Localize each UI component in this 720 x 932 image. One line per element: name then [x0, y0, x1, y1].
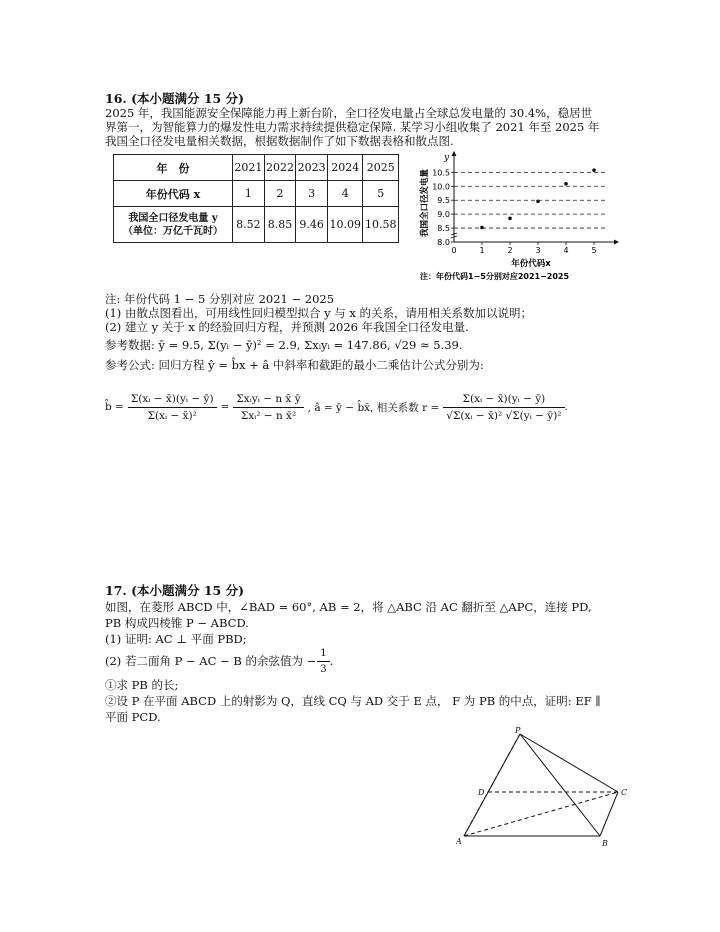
formula-a: , â = ȳ − b̂x̄, 相关系数 r = — [307, 401, 440, 414]
formula-r-den: √Σ(xᵢ − x̄)² √Σ(yᵢ − ȳ)² — [446, 409, 562, 422]
edge-pc — [520, 734, 618, 792]
table-cell-year: 2021 — [233, 155, 265, 181]
q17-part2-end: . — [329, 654, 334, 668]
x-axis-arrow — [614, 240, 619, 245]
table-row-years — [114, 155, 399, 181]
label-p: P — [515, 726, 521, 735]
q17-sub1: ①求 PB 的长; — [105, 678, 179, 692]
table-header-year: 年 份 — [114, 155, 233, 181]
table-cell-year: 2023 — [296, 155, 328, 181]
y-axis-label: 我国全口径发电量 — [420, 168, 430, 238]
x-tick-label: 1 — [479, 246, 485, 255]
q17-part1: (1) 证明: AC ⊥ 平面 PBD; — [105, 632, 247, 646]
y-tick-label: 8.0 — [437, 238, 450, 247]
q17-sub2: ②设 P 在平面 ABCD 上的射影为 Q，直线 CQ 与 AD 交于 E 点， F 为 PB 的中点，证明: EF ∥ — [105, 694, 601, 708]
table-header-value — [114, 207, 233, 243]
formula-b-num2: Σxᵢyᵢ − n x̄ ȳ — [233, 393, 303, 408]
table-cell-code: 5 — [363, 181, 399, 207]
formula-r-frac — [443, 393, 564, 422]
q17-part2 — [105, 648, 333, 674]
table-cell-code: 2 — [264, 181, 296, 207]
edge-pb — [520, 734, 600, 836]
q17-line1: 如图，在菱形 ABCD 中，∠BAD = 60°, AB = 2，将 △ABC 沿 AC 翻折至 △APC，连接 PD, — [105, 600, 592, 614]
y-tick-label: 9.0 — [437, 210, 450, 220]
x-tick-label: 2 — [507, 246, 513, 255]
q17-part2-frac — [317, 648, 329, 675]
q16-intro-line-2: 界第一，为智能算力的爆发性电力需求持续提供稳定保障. 某学习小组收集了 2021 年至 2025 年 — [105, 120, 600, 134]
table-cell-value: 8.52 — [233, 207, 265, 243]
x-tick-label: 3 — [535, 246, 541, 255]
label-a: A — [456, 837, 462, 846]
table-cell-code: 1 — [233, 181, 265, 207]
q16-part2: (2) 建立 y 关于 x 的经验回归方程，并预测 2026 年我国全口径发电量. — [105, 320, 469, 334]
table-header-value-b: （单位：万亿千瓦时） — [123, 225, 223, 237]
q16-intro-line-1: 2025 年，我国能源安全保障能力再上新台阶，全口径发电量占全球总发电量的 30.4%，稳居世 — [105, 106, 593, 120]
table-cell-year: 2025 — [363, 155, 399, 181]
table-row-codes — [114, 181, 399, 207]
table-cell-value: 10.58 — [363, 207, 399, 243]
scatter-chart — [414, 150, 620, 288]
q17-part2-text: (2) 若二面角 P − AC − B 的余弦值为 − — [105, 654, 317, 668]
formula-b-label: b̂ = — [105, 401, 124, 413]
y-tick-label: 9.5 — [437, 196, 450, 206]
data-point — [564, 182, 568, 186]
pyramid-figure — [456, 726, 636, 850]
data-point — [508, 217, 512, 221]
y-tick-label: 10.0 — [432, 182, 450, 192]
q17-part2-num: 1 — [317, 648, 329, 662]
table-header-value-a: 我国全口径发电量 y — [128, 212, 218, 224]
data-point — [536, 200, 540, 204]
chart-layer — [419, 151, 619, 281]
q17-part2-den: 3 — [320, 663, 327, 675]
table-row-values — [114, 207, 399, 243]
label-b: B — [602, 839, 608, 848]
table-cell-year: 2022 — [264, 155, 296, 181]
label-d: D — [478, 788, 485, 797]
q17-title: 17. (本小题满分 15 分) — [105, 583, 245, 598]
x-tick-label: 5 — [591, 246, 597, 255]
table-cell-code: 3 — [296, 181, 328, 207]
formula-b-num1: Σ(xᵢ − x̄)(yᵢ − ȳ) — [128, 393, 217, 408]
data-point — [592, 168, 596, 172]
q16-ref-formula: 参考公式: 回归方程 ŷ = b̂x + â 中斜率和截距的最小二乘估计公式分别为: — [105, 358, 484, 372]
label-c: C — [621, 788, 628, 797]
table-cell-value: 8.85 — [264, 207, 296, 243]
x-tick-label: 4 — [563, 246, 569, 255]
table-cell-value: 10.09 — [327, 207, 362, 243]
formula-eq: = — [220, 401, 230, 413]
table-header-code: 年份代码 x — [114, 181, 233, 207]
formula-b-frac2 — [233, 393, 303, 422]
edge-bc — [600, 792, 618, 836]
q17-line2: PB 构成四棱锥 P − ABCD. — [105, 616, 249, 630]
table-cell-year: 2024 — [327, 155, 362, 181]
data-table — [113, 154, 399, 243]
q16-intro-line-3: 我国全口径发电量相关数据，根据数据制作了如下数据表格和散点图. — [105, 134, 454, 148]
formula-b-den2: Σxᵢ² − n x̄² — [240, 409, 297, 422]
x-tick-label: 0 — [451, 246, 457, 255]
q16-ref-data: 参考数据: ȳ = 9.5, Σ(yᵢ − ȳ)² = 2.9, Σxᵢyᵢ = 147.86, √29 ≈ 5.39. — [105, 338, 463, 352]
q16-title: 16. (本小题满分 15 分) — [105, 91, 245, 106]
q16-note: 注: 年份代码 1 − 5 分别对应 2021 − 2025 — [105, 292, 335, 306]
data-point — [480, 226, 484, 230]
table-cell-value: 9.46 — [296, 207, 328, 243]
formula-b-den1: Σ(xᵢ − x̄)² — [147, 409, 197, 422]
y-axis-arrow — [452, 151, 457, 156]
formula-b-frac1 — [128, 393, 217, 422]
formula-r-num: Σ(xᵢ − x̄)(yᵢ − ȳ) — [443, 393, 564, 408]
y-tick-label: 10.5 — [432, 168, 450, 178]
chart-note: 注：年份代码1−5分别对应2021−2025 — [420, 272, 570, 281]
table-cell-code: 4 — [327, 181, 362, 207]
q16-formula — [105, 376, 605, 438]
q17-sub2b: 平面 PCD. — [105, 710, 161, 724]
y-tick-label: 8.5 — [437, 224, 450, 234]
formula-end: . — [564, 401, 568, 413]
q16-part1: (1) 由散点图看出，可用线性回归模型拟合 y 与 x 的关系，请用相关系数加以说明； — [105, 306, 533, 320]
y-axis-name: y — [444, 153, 450, 163]
x-axis-label: 年份代码x — [511, 259, 551, 269]
